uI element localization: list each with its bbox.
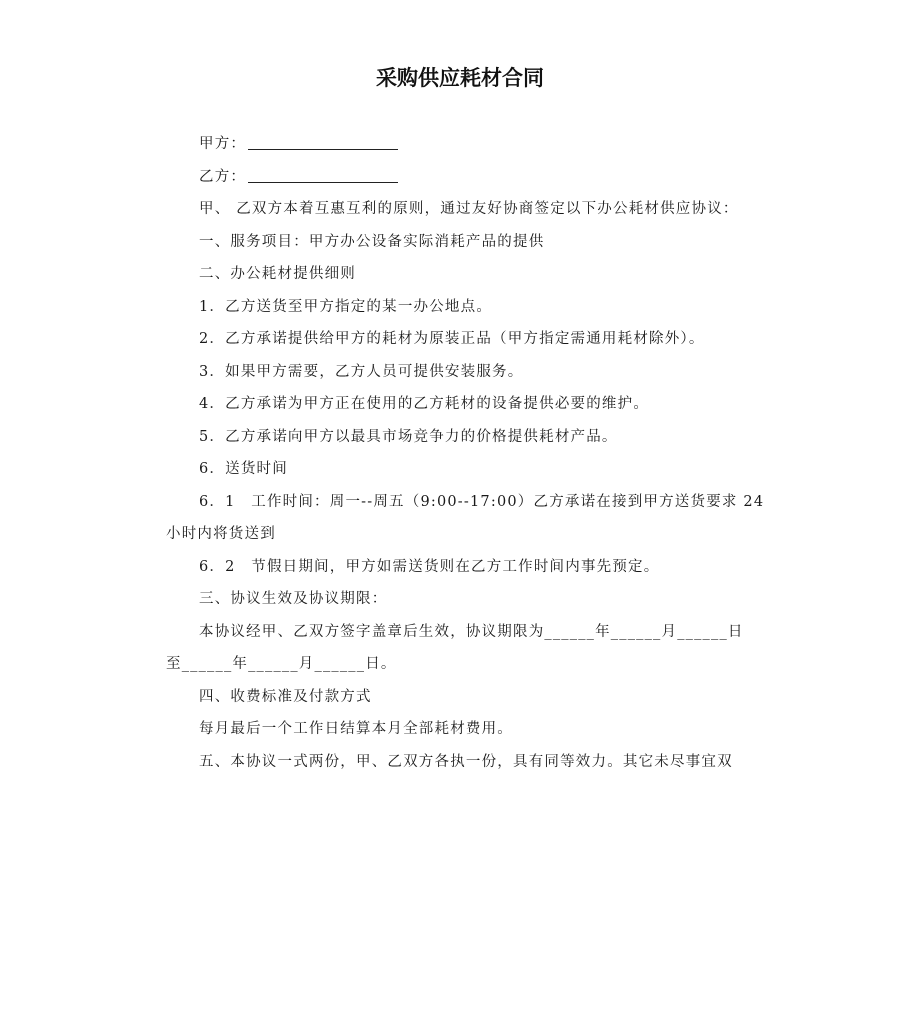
clause-6-1: 6．1 工作时间：周一--周五（9:00--17:00）乙方承诺在接到甲方送货要求 24 — [199, 493, 765, 510]
billing-paragraph: 每月最后一个工作日结算本月全部耗材费用。 — [199, 721, 513, 737]
clause-6-1-continued: 小时内将货送到 — [166, 526, 276, 542]
clause-4: 4．乙方承诺为甲方正在使用的乙方耗材的设备提供必要的维护。 — [199, 396, 650, 412]
clause-2: 2．乙方承诺提供给甲方的耗材为原装正品（甲方指定需通用耗材除外）。 — [199, 331, 705, 347]
party-b-line — [166, 161, 766, 194]
section-5-paragraph: 五、本协议一式两份，甲、乙双方各执一份，具有同等效力。其它未尽事宜双 — [199, 753, 733, 770]
clause-6-heading: 6．送货时间 — [199, 461, 288, 477]
document-title: 采购供应耗材合同 — [376, 66, 544, 90]
clause-5: 5．乙方承诺向甲方以最具市场竞争力的价格提供耗材产品。 — [199, 428, 618, 445]
party-b-label: 乙方： — [199, 168, 247, 185]
paragraph-intro: 甲、 乙双方本着互惠互利的原则，通过友好协商签定以下办公耗材供应协议： — [199, 201, 739, 217]
clause-1: 1．乙方送货至甲方指定的某一办公地点。 — [199, 298, 493, 315]
clause-6-2: 6．2 节假日期间，甲方如需送货则在乙方工作时间内事先预定。 — [199, 558, 660, 575]
document-body — [166, 128, 766, 778]
party-b-blank — [248, 162, 398, 183]
party-a-label: 甲方： — [199, 136, 247, 152]
clause-3: 3．如果甲方需要，乙方人员可提供安装服务。 — [199, 363, 524, 380]
section-3-heading: 三、协议生效及协议期限： — [199, 591, 388, 607]
section-4-heading: 四、收费标准及付款方式 — [199, 688, 372, 705]
party-a-blank — [248, 129, 398, 150]
party-a-line — [166, 128, 766, 161]
term-paragraph-continued: 至______年______月______日。 — [166, 656, 397, 672]
term-paragraph: 本协议经甲、乙双方签字盖章后生效，协议期限为______年______月______日 — [199, 623, 744, 640]
section-2-heading: 二、办公耗材提供细则 — [199, 266, 356, 282]
section-1-heading: 一、服务项目：甲方办公设备实际消耗产品的提供 — [199, 233, 545, 250]
